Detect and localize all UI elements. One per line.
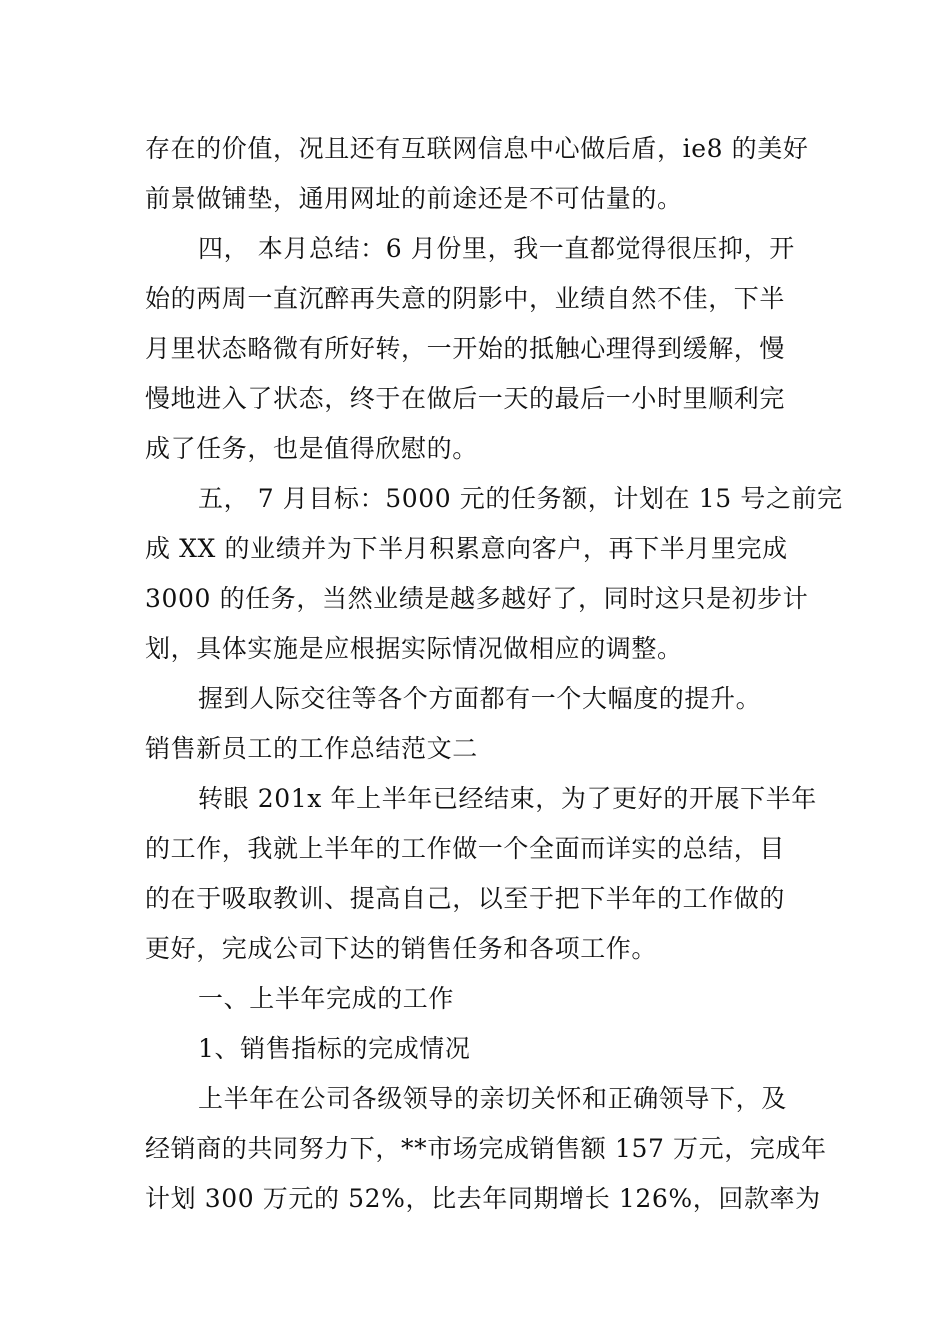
paragraph-line: 存在的价值，况且还有互联网信息中心做后盾，ie8 的美好 [145,134,809,163]
paragraph-line: 月里状态略微有所好转，一开始的抵触心理得到缓解，慢 [145,334,786,363]
paragraph-line: 前景做铺垫，通用网址的前途还是不可估量的。 [145,184,683,213]
paragraph-line: 计划 300 万元的 52%，比去年同期增长 126%，回款率为 [145,1184,821,1213]
section-five-line: 五， 7 月目标：5000 元的任务额，计划在 15 号之前完 [198,484,843,513]
paragraph-line: 的工作，我就上半年的工作做一个全面而详实的总结，目 [145,834,786,863]
paragraph-line: 3000 的任务，当然业绩是越多越好了，同时这只是初步计 [145,584,809,613]
paragraph-line: 的在于吸取教训、提高自己，以至于把下半年的工作做的 [145,884,786,913]
paragraph-line: 上半年在公司各级领导的亲切关怀和正确领导下，及 [198,1084,787,1113]
paragraph-line: 经销商的共同努力下，**市场完成销售额 157 万元，完成年 [145,1134,827,1163]
paragraph-line: 慢地进入了状态，终于在做后一天的最后一小时里顺利完 [145,384,786,413]
paragraph-line: 始的两周一直沉醉再失意的阴影中，业绩自然不佳，下半 [145,284,786,313]
section-title: 销售新员工的工作总结范文二 [145,734,478,763]
heading-first-half-work: 一、上半年完成的工作 [198,984,455,1013]
paragraph-line: 划，具体实施是应根据实际情况做相应的调整。 [145,634,683,663]
paragraph-line: 成 XX 的业绩并为下半月积累意向客户，再下半月里完成 [145,534,788,563]
paragraph-line: 转眼 201x 年上半年已经结束，为了更好的开展下半年 [198,784,817,813]
paragraph-line: 成了任务，也是值得欣慰的。 [145,434,478,463]
section-four-line: 四， 本月总结：6 月份里，我一直都觉得很压抑，开 [198,234,795,263]
paragraph-line: 握到人际交往等各个方面都有一个大幅度的提升。 [198,684,762,713]
paragraph-line: 更好，完成公司下达的销售任务和各项工作。 [145,934,658,963]
heading-sales-targets: 1、销售指标的完成情况 [198,1034,471,1063]
